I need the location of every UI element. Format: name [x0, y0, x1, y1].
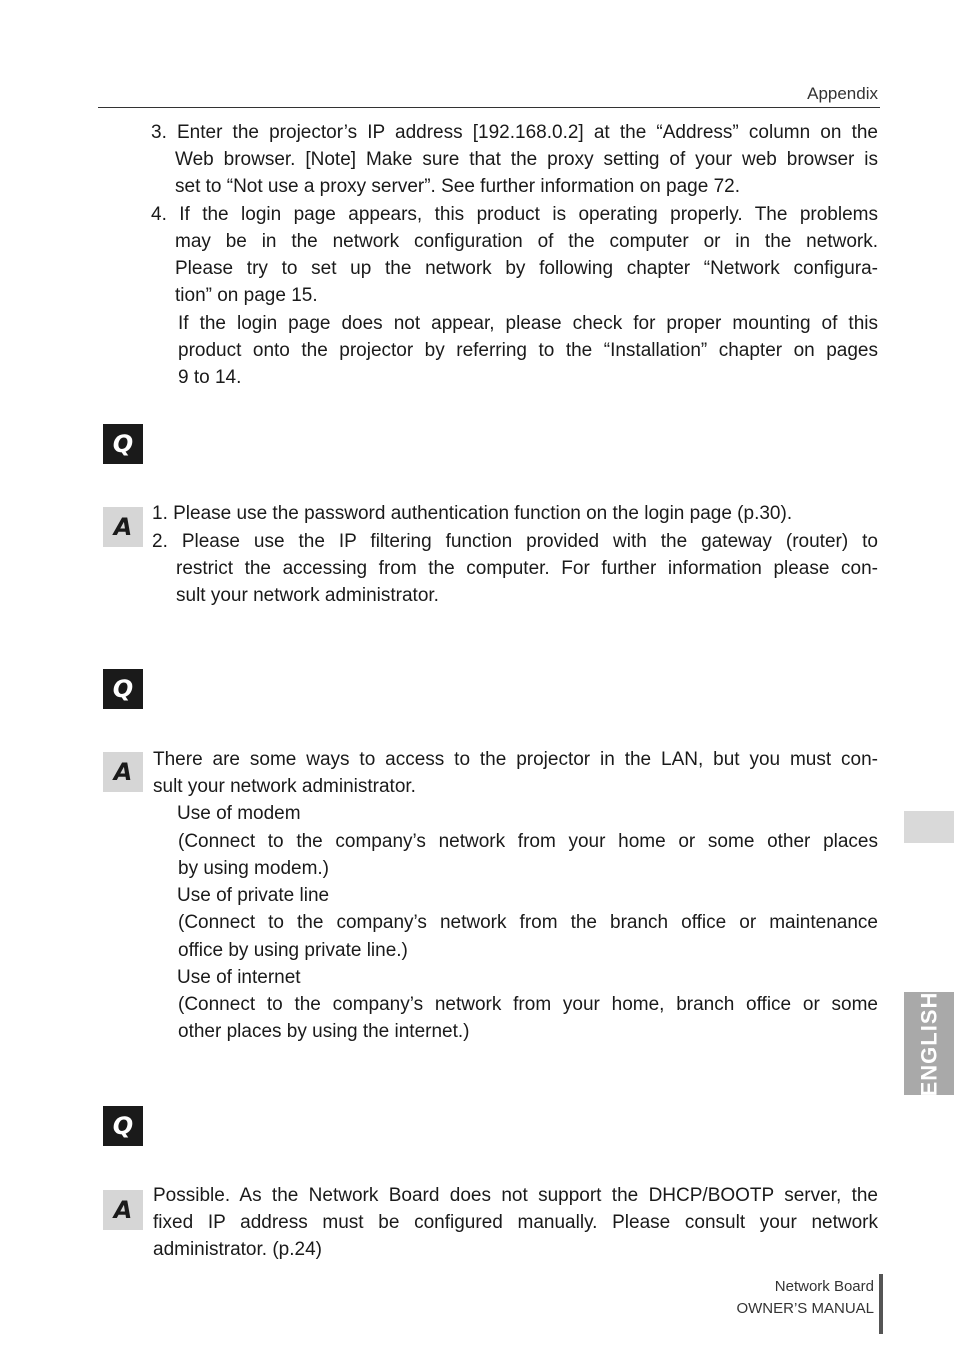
- answer-line: administrator. (p.24): [153, 1239, 322, 1260]
- step-line: If the login page does not appear, please check for proper mounting of this: [178, 313, 878, 334]
- answer-line: 2. Please use the IP filtering function provided with the gateway (router) to: [152, 531, 878, 552]
- answer-line: by using modem.): [178, 858, 330, 879]
- header-section-label: Appendix: [807, 84, 878, 103]
- answer-badge: A: [103, 1190, 143, 1230]
- step-line: 3. Enter the projector’s IP address [192.168.0.2] at the “Address” column on the: [151, 122, 878, 143]
- answer-line: (Connect to the company’s network from the branch office or maintenance: [178, 912, 878, 933]
- answer-line: office by using private line.): [178, 940, 408, 961]
- step-line: 4. If the login page appears, this product is operating properly. The problems: [151, 204, 878, 225]
- answer-line: Possible. As the Network Board does not support the DHCP/BOOTP server, the: [153, 1185, 878, 1206]
- side-tab-marker: [904, 811, 954, 843]
- question-badge: Q: [103, 424, 143, 464]
- step-line: tion” on page 15.: [175, 285, 318, 306]
- answer-badge: A: [103, 507, 143, 547]
- step-line: product onto the projector by referring to the “Installation” chapter on pages: [178, 340, 878, 361]
- question-badge: Q: [103, 669, 143, 709]
- step-line: set to “Not use a proxy server”. See further information on page 72.: [175, 176, 741, 197]
- answer-line: restrict the accessing from the computer. For further information please con-: [176, 558, 878, 579]
- footer-manual: OWNER’S MANUAL: [736, 1300, 874, 1317]
- step-line: may be in the network configuration of the computer or in the network.: [175, 231, 878, 252]
- language-tab: [904, 992, 954, 1095]
- step-line: Please try to set up the network by following chapter “Network configura-: [175, 258, 878, 279]
- answer-line: fixed IP address must be configured manually. Please consult your network: [153, 1212, 878, 1233]
- answer-line: Use of internet: [177, 967, 301, 988]
- answer-line: sult your network administrator.: [176, 585, 439, 606]
- answer-line: There are some ways to access to the projector in the LAN, but you must con-: [153, 749, 878, 770]
- footer-bar: [879, 1274, 883, 1334]
- question-badge: Q: [103, 1106, 143, 1146]
- answer-line: other places by using the internet.): [178, 1021, 470, 1042]
- answer-line: (Connect to the company’s network from your home or some other places: [178, 831, 878, 852]
- footer-product: Network Board: [774, 1278, 874, 1295]
- answer-line: (Connect to the company’s network from your home, branch office or some: [178, 994, 878, 1015]
- answer-line: Use of modem: [177, 803, 301, 824]
- answer-line: 1. Please use the password authentication function on the login page (p.30).: [152, 503, 793, 524]
- answer-line: sult your network administrator.: [153, 776, 416, 797]
- step-line: Web browser. [Note] Make sure that the proxy setting of your web browser is: [175, 149, 878, 170]
- header-divider: [98, 107, 880, 108]
- step-line: 9 to 14.: [178, 367, 242, 388]
- answer-line: Use of private line: [177, 885, 330, 906]
- answer-badge: A: [103, 752, 143, 792]
- language-tab-label: ENGLISH: [916, 991, 942, 1096]
